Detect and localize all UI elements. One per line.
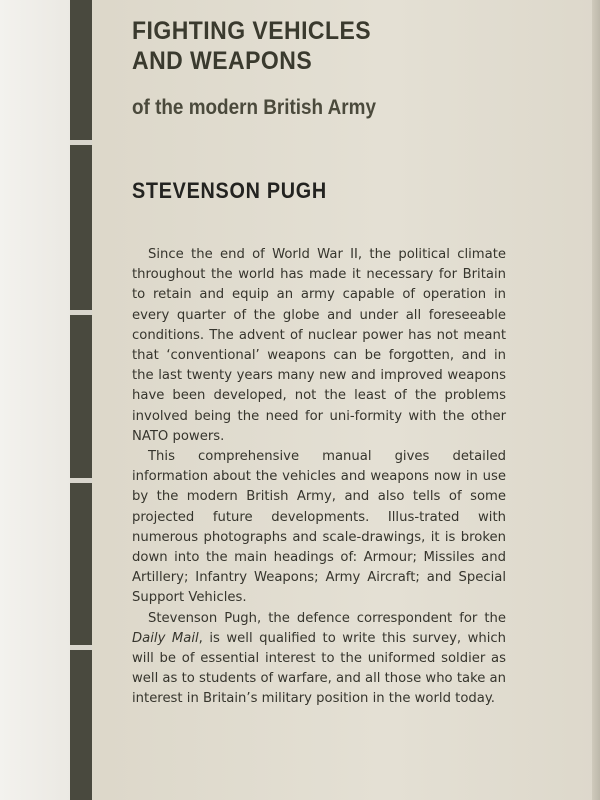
band-gap [70, 478, 92, 483]
band-gap [70, 645, 92, 650]
book-title-line: AND WEAPONS [132, 47, 313, 75]
page-edge-shadow [592, 0, 600, 800]
blurb-text [132, 245, 506, 710]
band-gap [70, 310, 92, 315]
blurb-paragraph: This comprehensive manual gives detailed information about the vehicles and weapons now in use by the modern British Army, and also tells of some projected future developments. Illus-trated with numerous photographs and scale-drawings, it is broken down into the main headings of: Armour; Missiles and Artillery; Infantry Weapons; Army Aircraft; and Special Support Vehicles. [132, 449, 506, 606]
book-subtitle: of the modern British Army [132, 96, 376, 119]
author-name: STEVENSON PUGH [132, 178, 327, 203]
background-surface [0, 0, 70, 800]
spine-band [70, 0, 92, 800]
blurb-text-span: , is well qualified to write this survey, which will be of essential interest to the uniformed soldier as well as to students of warfare, and all those who take an interest in Britain’s military position in the world today. [132, 630, 506, 707]
band-gap [70, 140, 92, 145]
book-title-line: FIGHTING VEHICLES [132, 17, 372, 45]
blurb-paragraph: Since the end of World War II, the political climate throughout the world has made it necessary for Britain to retain and equip an army capable of operation in every quarter of the globe and under all foreseeable conditions. The advent of nuclear power has not meant that ‘conventional’ weapons can be forgotten, and in the last twenty years many new and improved weapons have been developed, not the least of the problems involved being the need for uni-formity with the other NATO powers. [132, 247, 506, 444]
newspaper-name: Daily Mail [132, 630, 199, 646]
blurb-text-span: Stevenson Pugh, the defence correspondent for the [148, 610, 506, 626]
blurb-paragraph [132, 609, 506, 710]
book-title [132, 16, 371, 76]
